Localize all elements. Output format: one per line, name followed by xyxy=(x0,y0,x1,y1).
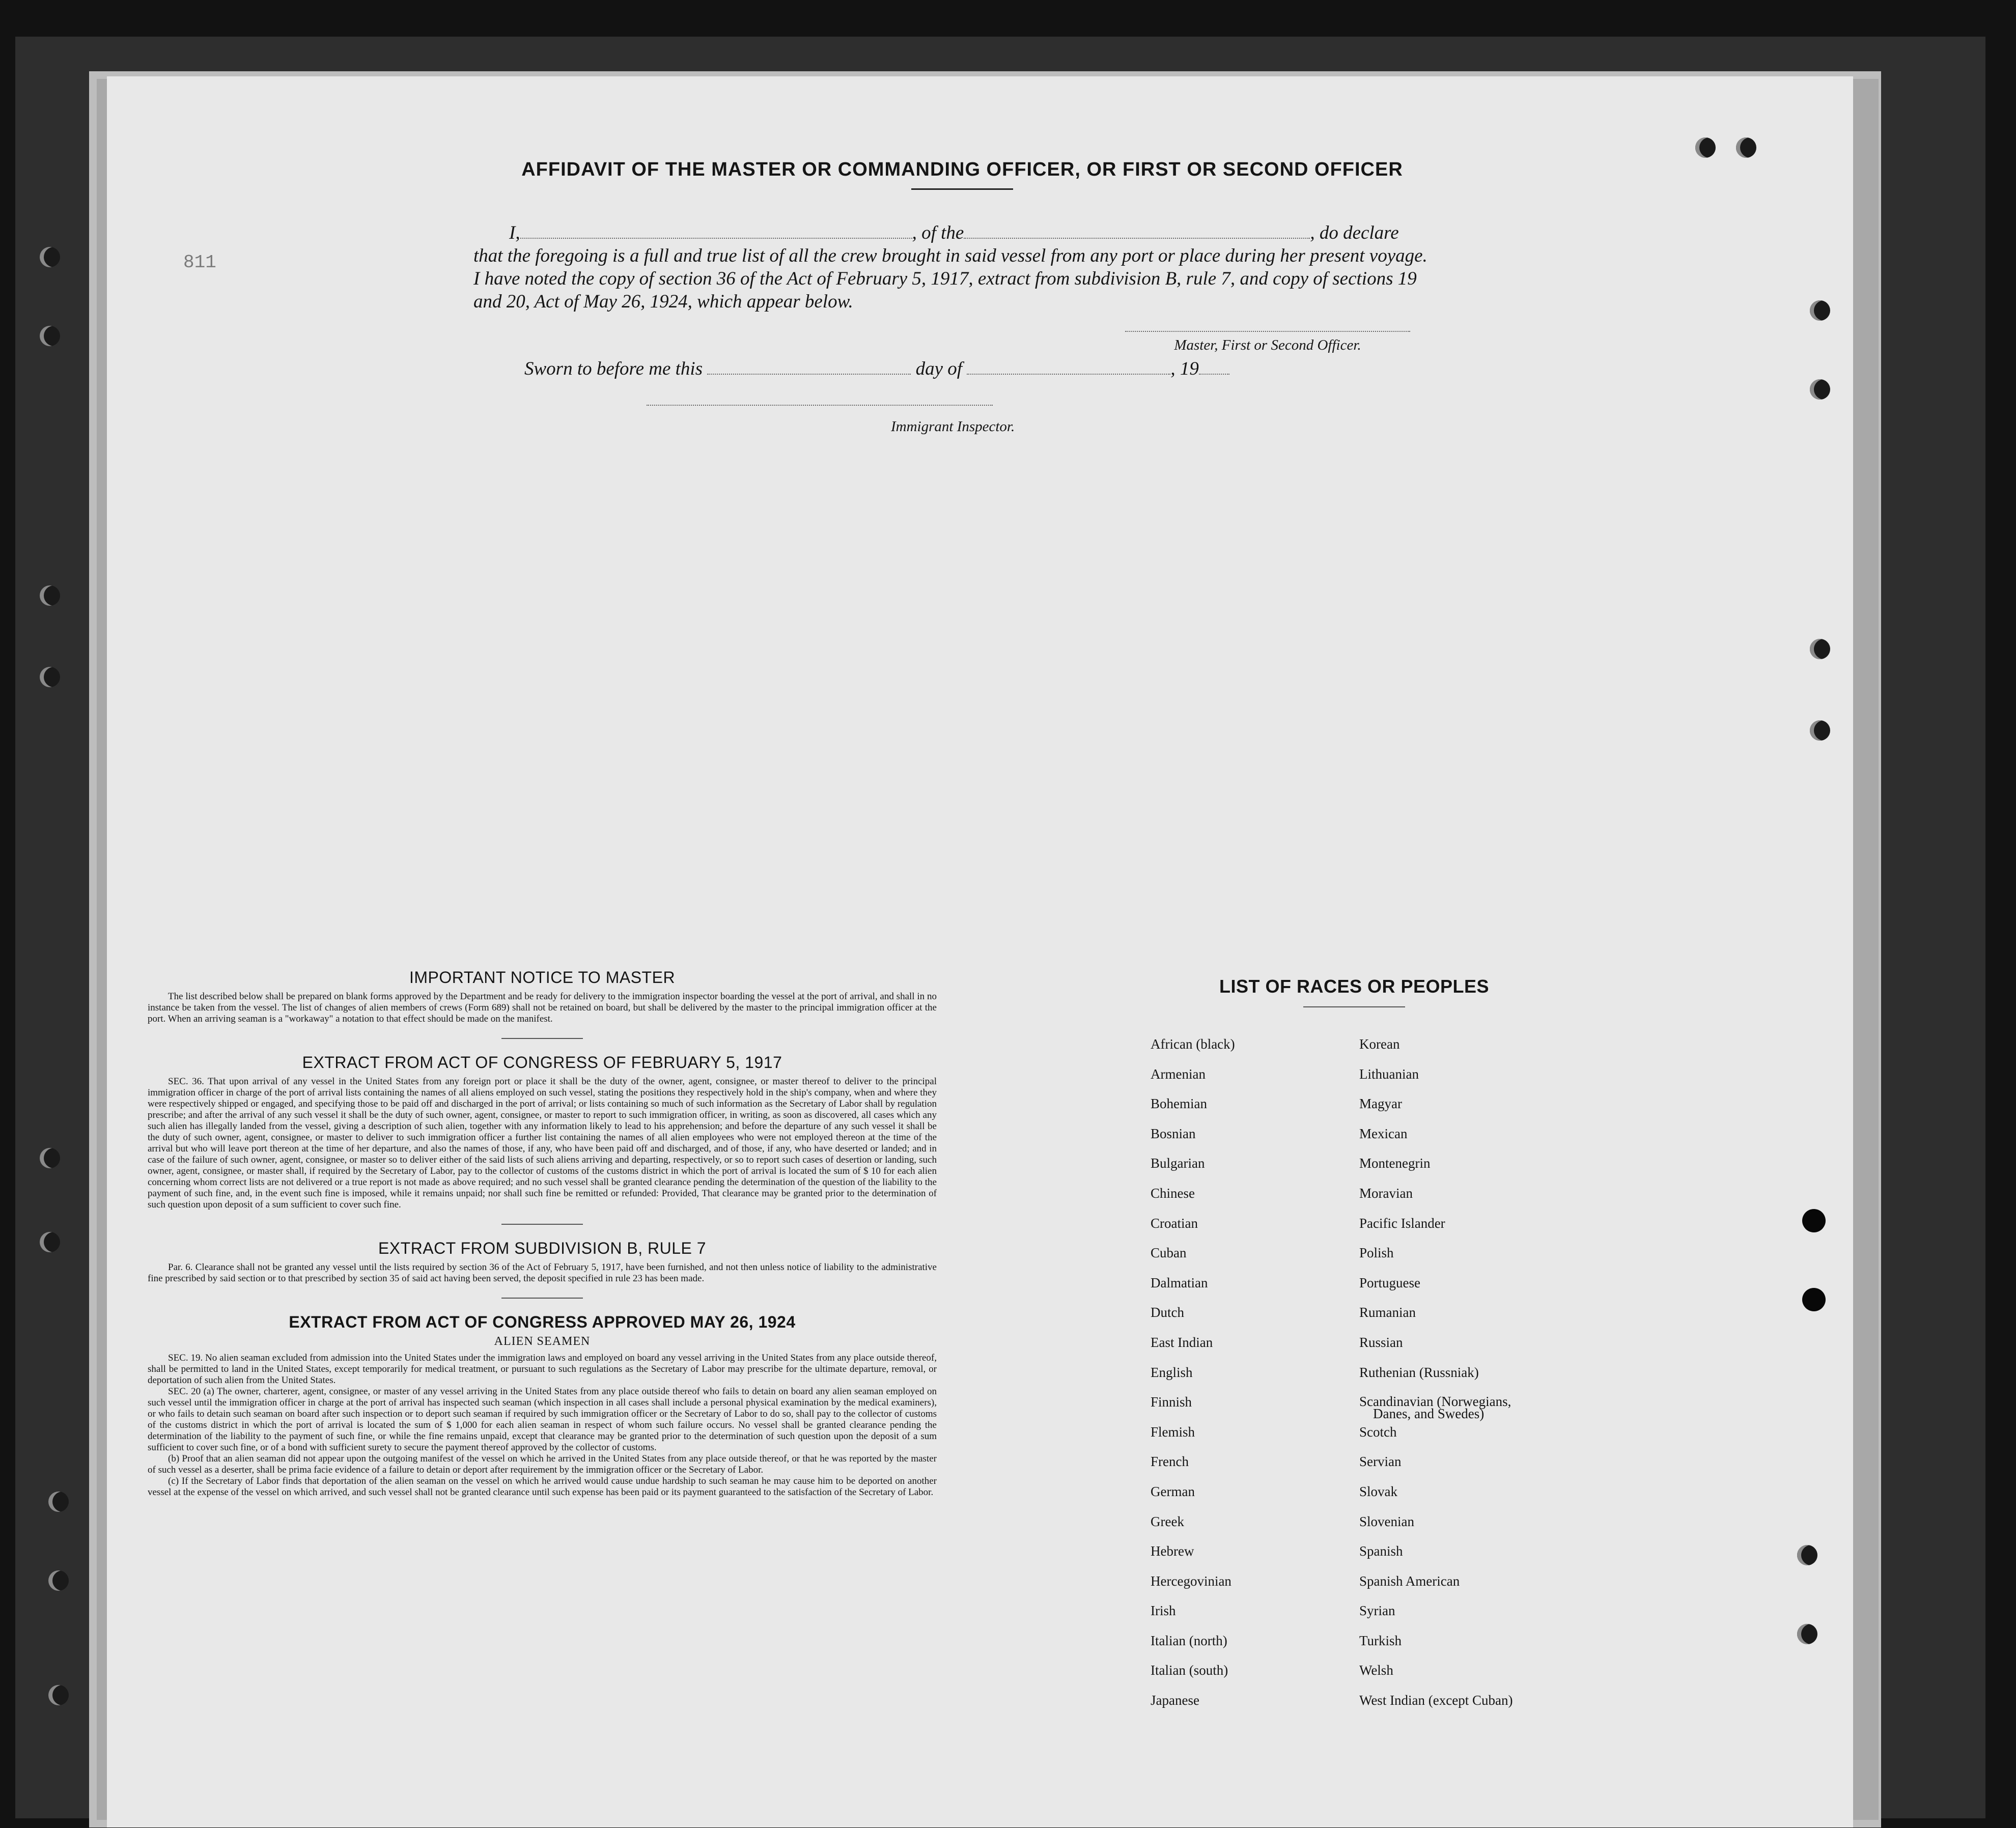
binder-hole-icon xyxy=(40,1148,60,1168)
race-item: Pacific Islander xyxy=(1359,1215,1445,1231)
binder-hole-icon xyxy=(40,247,60,267)
extract-1924-heading: EXTRACT FROM ACT OF CONGRESS APPROVED MAY 26, 1924 xyxy=(289,1313,796,1331)
sworn-line xyxy=(524,358,1229,380)
race-item: Montenegrin xyxy=(1359,1156,1431,1171)
binder-hole-icon xyxy=(48,1492,69,1512)
race-item: Italian (north) xyxy=(1151,1633,1227,1648)
section-divider xyxy=(501,1224,583,1225)
race-item: French xyxy=(1151,1454,1189,1470)
sworn-prefix: Sworn to before me this xyxy=(524,358,703,379)
binder-hole-icon xyxy=(1797,1624,1817,1644)
punch-hole-icon xyxy=(1802,1288,1826,1311)
race-item: West Indian (except Cuban) xyxy=(1359,1693,1513,1708)
binder-hole-icon xyxy=(40,667,60,687)
race-item: Syrian xyxy=(1359,1603,1395,1619)
binder-hole-icon xyxy=(48,1685,69,1705)
vessel-field[interactable] xyxy=(964,222,1310,239)
binder-hole-icon xyxy=(1797,1545,1817,1565)
sworn-year-field[interactable] xyxy=(1199,358,1229,375)
sworn-day-of: day of xyxy=(915,358,963,379)
race-item: Polish xyxy=(1359,1245,1394,1261)
race-item: Bulgarian xyxy=(1151,1156,1205,1171)
extract-1917-heading: EXTRACT FROM ACT OF CONGRESS OF FEBRUARY 5, 1917 xyxy=(302,1053,782,1072)
race-item: Armenian xyxy=(1151,1066,1206,1082)
binder-hole-icon xyxy=(1695,137,1716,158)
binder-hole-icon xyxy=(1810,300,1830,321)
extract-rule7-text: Par. 6. Clearance shall not be granted any vessel until the lists required by section 36 of the Act of February 5, 1917, have been furnished, and not then unless notice of liability to the administrative fine prescribed by said section or to that prescribed by section 35 of said act having been served, the deposit specified in rule 23 has been made. xyxy=(148,1262,937,1284)
decl-of-the: , of the xyxy=(912,222,964,243)
race-item: Japanese xyxy=(1151,1693,1199,1708)
section-divider xyxy=(501,1038,583,1039)
binder-hole-icon xyxy=(40,326,60,346)
race-item: East Indian xyxy=(1151,1334,1213,1350)
notice-heading: IMPORTANT NOTICE TO MASTER xyxy=(409,968,676,987)
race-item: Flemish xyxy=(1151,1424,1195,1440)
decl-do-declare: , do declare xyxy=(1310,222,1399,243)
sec19-text: SEC. 19. No alien seaman excluded from admission into the United States under the immigration laws and employed on board any vessel arriving in the United States from any place outside thereof, shall be permitted to land in the United States, except temporarily for medical treatment, or pursuant to such regulations as the Secretary of Labor may prescribe for the ultimate departure, removal, or deportation of such alien from the United States. xyxy=(148,1353,937,1386)
race-item: Irish xyxy=(1151,1603,1176,1619)
race-item: Ruthenian (Russniak) xyxy=(1359,1364,1479,1380)
race-item: Bosnian xyxy=(1151,1126,1196,1141)
sworn-day-field[interactable] xyxy=(707,358,911,375)
race-item: Spanish xyxy=(1359,1543,1403,1559)
sec20c-text: (c) If the Secretary of Labor finds that deportation of the alien seaman on the vessel on which he arrived would cause undue hardship to such seaman he may cause him to be deported on another vessel at the expense of the vessel on which arrived, and such vessel shall not be granted clearance until such expense has been paid or its payment guaranteed to the satisfaction of the Secretary of Labor. xyxy=(148,1476,937,1498)
race-item: Russian xyxy=(1359,1334,1403,1350)
race-item: Portuguese xyxy=(1359,1275,1420,1290)
race-item: Lithuanian xyxy=(1359,1066,1419,1082)
decl-line-4: and 20, Act of May 26, 1924, which appear below. xyxy=(473,291,853,312)
race-item: German xyxy=(1151,1483,1195,1499)
decl-line-2: that the foregoing is a full and true list of all the crew brought in said vessel from any port or place during her present voyage. xyxy=(473,245,1427,266)
binder-hole-icon xyxy=(1810,639,1830,659)
name-field[interactable] xyxy=(520,222,912,239)
race-item: English xyxy=(1151,1364,1193,1380)
race-item: Korean xyxy=(1359,1036,1400,1052)
sworn-month-field[interactable] xyxy=(967,358,1170,375)
race-item: Moravian xyxy=(1359,1185,1413,1201)
extract-1917-text: SEC. 36. That upon arrival of any vessel in the United States from any foreign port or place it shall be the duty of the owner, agent, consignee, or master thereof to deliver to the principal immigration officer in charge of the port of arrival lists containing the names of all aliens employed on such vessel, stating the positions they respectively hold in the ship's company, when and where they were respectively shipped or engaged, and specifying those to be paid off and discharged in the port of arrival; or lists containing so much of such information as the Secretary of Labor shall by regulation prescribe; and after the arrival of any such vessel it shall be the duty of such owner, agent, consignee, or master to report to such immigration officer, in writing, as soon as discovered, all cases which any such alien has illegally landed from the vessel, giving a description of such alien, together with any information likely to lead to his apprehension; and before the departure of any such vessel it shall be the duty of such owner, agent, consignee, or master to deliver to such immigration officer a further list containing the names of all alien employees who were not employed thereon at the time of the arrival but who will leave port thereon at the time of her departure, and also the names of those, if any, who have been paid off and discharged, and of those, if any, who have deserted or landed; and in case of the failure of such owner, agent, consignee, or master so to deliver either of the said lists of such aliens arriving and departing, respectively, or so to report such cases of desertion or landing, such owner, agent, consignee, or master shall, if required by the Secretary of Labor, pay to the collector of customs of the customs district in which the port of arrival is located the sum of $ 10 for each alien concerning whom correct lists are not delivered or a true report is not made as above required; and no such vessel shall be granted clearance pending the determination of the question of the liability to the payment of such fine, and, in the event such fine is imposed, while it remains unpaid; nor shall such fine be remitted or refunded: Provided, That clearance may be granted prior to the determination of such question upon deposit of a sum sufficient to cover such fine. xyxy=(148,1076,937,1210)
race-item: Welsh xyxy=(1359,1663,1393,1678)
race-item: Italian (south) xyxy=(1151,1663,1228,1678)
sworn-year: , 19 xyxy=(1170,358,1199,379)
race-item: Rumanian xyxy=(1359,1305,1416,1320)
race-item: Dalmatian xyxy=(1151,1275,1208,1290)
binder-hole-icon xyxy=(1736,137,1756,158)
races-underline xyxy=(1303,1006,1405,1007)
race-item: Bohemian xyxy=(1151,1096,1207,1112)
decl-line-3: I have noted the copy of section 36 of the Act of February 5, 1917, extract from subdivision B, rule 7, and copy of sections 19 xyxy=(473,268,1417,289)
race-item: Chinese xyxy=(1151,1185,1195,1201)
race-item: Croatian xyxy=(1151,1215,1198,1231)
race-item: Mexican xyxy=(1359,1126,1408,1141)
races-column-1 xyxy=(1151,1029,1235,1715)
races-column-2 xyxy=(1359,1029,1513,1715)
inspector-signature-field[interactable] xyxy=(647,405,993,406)
signature-label: Master, First or Second Officer. xyxy=(1174,337,1361,353)
sec20b-text: (b) Proof that an alien seaman did not appear upon the outgoing manifest of the vessel on which he arrived in the United States from any place outside thereof, or that he was reported by the master of such vessel as a deserter, shall be prima facie evidence of a failure to detain or deport after requirement by the immigration officer or the Secretary of Labor. xyxy=(148,1453,937,1475)
legal-notices xyxy=(148,968,937,1498)
affidavit-title: AFFIDAVIT OF THE MASTER OR COMMANDING OFFICER, OR FIRST OR SECOND OFFICER xyxy=(521,159,1403,180)
inspector-label: Immigrant Inspector. xyxy=(891,418,1015,435)
stamp-number: 811 xyxy=(183,252,216,273)
notice-text: The list described below shall be prepared on blank forms approved by the Department and be ready for delivery to the immigration inspector boarding the vessel at the port of arrival, and shall in no instance be taken from the vessel. The list of changes of alien members of crews (Form 689) shall not be retained on board, but shall be delivered by the master to the principal immigration officer at the port. When an arriving seaman is a "workaway" a notation to that effect should be made on the manifest. xyxy=(148,991,937,1024)
race-item: Dutch xyxy=(1151,1305,1184,1320)
decl-i: I, xyxy=(509,222,520,243)
title-underline xyxy=(911,188,1013,190)
race-item: Greek xyxy=(1151,1513,1184,1529)
binder-hole-icon xyxy=(40,585,60,606)
races-heading: LIST OF RACES OR PEOPLES xyxy=(1219,976,1490,997)
race-item: Finnish xyxy=(1151,1394,1192,1410)
race-item: Turkish xyxy=(1359,1633,1402,1648)
alien-seamen-subheading: ALIEN SEAMEN xyxy=(494,1335,591,1348)
race-item: Servian xyxy=(1359,1454,1402,1470)
punch-hole-icon xyxy=(1802,1209,1826,1232)
sec20a-text: SEC. 20 (a) The owner, charterer, agent, consignee, or master of any vessel arriving in the United States from any place outside thereof who fails to detain on board any alien seaman employed on such vessel until the immigration officer in charge at the port of arrival has inspected such seaman (which inspection in all cases shall include a personal physical examination by the medical examiners), or who fails to detain such seaman on board after such inspection or to deport such seaman if required by such immigration officer or the Secretary of Labor to do so, shall pay to the collector of customs of the customs district in which the port of arrival is located the sum of $ 1,000 for each alien seaman in respect of whom such failure occurs. No vessel shall be granted clearance pending the determination of the liability to the payment of such fine, or while the fine remains unpaid, except that clearance may be granted prior to the determination of such question upon the deposit of a sum sufficient to cover such fine, or of a bond with sufficient surety to secure the payment thereof approved by the collector of customs. xyxy=(148,1386,937,1453)
race-item: Magyar xyxy=(1359,1096,1402,1112)
declaration-text xyxy=(473,221,1568,313)
binder-hole-icon xyxy=(48,1570,69,1591)
race-item: African (black) xyxy=(1151,1036,1235,1052)
race-item: Hercegovinian xyxy=(1151,1573,1231,1589)
section-divider xyxy=(501,1298,583,1299)
race-item: Slovak xyxy=(1359,1483,1398,1499)
race-item: Slovenian xyxy=(1359,1513,1414,1529)
extract-rule7-heading: EXTRACT FROM SUBDIVISION B, RULE 7 xyxy=(378,1239,707,1257)
race-item: Cuban xyxy=(1151,1245,1187,1261)
race-item: Scotch xyxy=(1359,1424,1397,1440)
race-item: Spanish American xyxy=(1359,1573,1460,1589)
race-item: Hebrew xyxy=(1151,1543,1194,1559)
signature-field[interactable] xyxy=(1125,331,1410,332)
binder-hole-icon xyxy=(40,1232,60,1252)
race-item: Scandinavian (Norwegians, Danes, and Swedes) xyxy=(1359,1394,1511,1422)
binder-hole-icon xyxy=(1810,379,1830,400)
binder-hole-icon xyxy=(1810,720,1830,741)
manifest-page xyxy=(107,76,1853,1827)
